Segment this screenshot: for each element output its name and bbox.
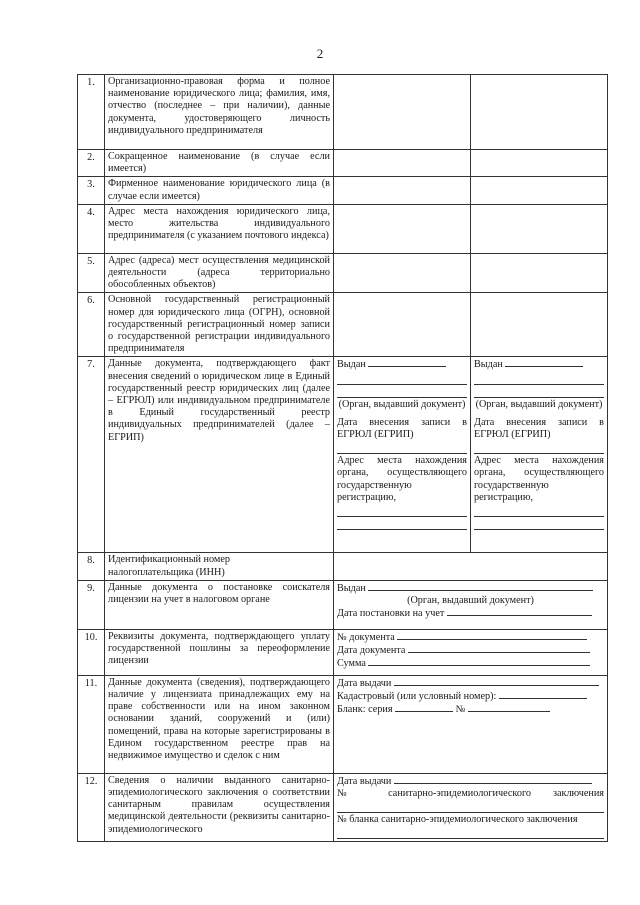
registration-date-label: Дата постановки на учет — [337, 608, 445, 620]
form-series-label: Бланк: серия — [337, 704, 393, 716]
form-number-field[interactable] — [468, 703, 550, 712]
value-cell[interactable] — [471, 253, 608, 293]
issued-field[interactable] — [474, 386, 604, 398]
value-cell[interactable] — [334, 150, 471, 177]
value-cell[interactable] — [334, 293, 471, 357]
row-number: 6. — [78, 293, 105, 357]
issued-field[interactable] — [368, 582, 593, 591]
value-cell[interactable] — [471, 75, 608, 150]
table-row — [78, 553, 608, 580]
entry-date-field[interactable] — [337, 442, 467, 454]
table-row — [78, 253, 608, 293]
row-number: 7. — [78, 357, 105, 553]
entry-date-label: Дата внесения записи в ЕГРЮЛ (ЕГРИП) — [337, 416, 467, 441]
table-row — [78, 177, 608, 204]
egrul-record-cell-2[interactable] — [471, 357, 608, 553]
row-label: Адрес места нахождения юридического лица, место жительства индивидуального предпринимателя (с указанием почтового индекса) — [105, 204, 334, 253]
address-field[interactable] — [474, 518, 604, 530]
row-number: 12. — [78, 773, 105, 842]
value-cell[interactable] — [471, 293, 608, 357]
table-row — [78, 204, 608, 253]
registration-address-label: Адрес места нахождения органа, осуществляющего государственную регистрацию, — [337, 455, 467, 503]
issue-date-label: Дата выдачи — [337, 677, 392, 689]
row-label: Данные документа (сведения), подтверждающего наличие у лицензиата принадлежащих ему на праве собственности или на ином законном основании зданий, сооружений и (или) помещений, права на которые зарегистрированы в Едином государственном реестре прав на недвижимое имущество и сделок с ним — [105, 675, 334, 773]
issued-field[interactable] — [368, 358, 446, 367]
row-label: Организационно-правовая форма и полное наименование юридического лица; фамилия, имя, отчество (последнее – при наличии), данные документа, удостоверяющего личность индивидуального предпринимателя — [105, 75, 334, 150]
document-number-label: № документа — [337, 631, 395, 643]
row-label: Реквизиты документа, подтверждающего уплату государственной пошлины за переоформление лицензии — [105, 629, 334, 675]
row-number: 5. — [78, 253, 105, 293]
row-number: 9. — [78, 580, 105, 629]
value-cell[interactable] — [334, 253, 471, 293]
document-number-field[interactable] — [397, 631, 587, 640]
table-row — [78, 293, 608, 357]
registration-address-label: Адрес места нахождения органа, осуществляющего государственную регистрацию, — [474, 455, 604, 503]
issued-field[interactable] — [505, 358, 583, 367]
cadastral-number-label: Кадастровый (или условный номер): — [337, 691, 497, 703]
row-label: Данные документа, подтверждающего факт внесения сведений о юридическом лице в Единый государственный реестр юридических лиц (далее – ЕГРЮЛ) или индивидуальном предпринимателе в Единый государственный реестр индивидуальных предпринимателей (далее – ЕГРИП) — [105, 357, 334, 553]
document-date-label: Дата документа — [337, 645, 406, 657]
egrul-record-cell-1[interactable] — [334, 357, 471, 553]
conclusion-number-label: № санитарно-эпидемиологического заключения — [337, 788, 604, 800]
row-label: Идентификационный номер налогоплательщика (ИНН) — [105, 553, 334, 580]
form-number-label: № бланка санитарно-эпидемиологического заключения — [337, 814, 578, 826]
issue-date-field[interactable] — [394, 677, 599, 686]
table-row — [78, 357, 608, 553]
table-row — [78, 629, 608, 675]
entry-date-label: Дата внесения записи в ЕГРЮЛ (ЕГРИП) — [474, 416, 604, 441]
row-number: 11. — [78, 675, 105, 773]
conclusion-number-field[interactable] — [337, 801, 604, 813]
issued-field[interactable] — [337, 373, 467, 385]
organ-caption: (Орган, выдавший документ) — [338, 398, 466, 410]
cadastral-number-field[interactable] — [499, 690, 587, 699]
registration-date-field[interactable] — [447, 607, 592, 616]
row-number: 4. — [78, 204, 105, 253]
issue-date-label: Дата выдачи — [337, 775, 392, 787]
row-label: Основной государственный регистрационный номер для юридического лица (ОГРН), основной государственный регистрационный номер записи о государственной регистрации индивидуального предпринимателя — [105, 293, 334, 357]
row-number: 3. — [78, 177, 105, 204]
organ-caption: (Орган, выдавший документ) — [407, 595, 534, 607]
table-row — [78, 773, 608, 842]
table-row — [78, 580, 608, 629]
issued-field[interactable] — [474, 373, 604, 385]
table-row — [78, 75, 608, 150]
row-number: 2. — [78, 150, 105, 177]
address-field[interactable] — [474, 505, 604, 517]
sanitary-conclusion-cell[interactable] — [334, 773, 608, 842]
issued-label: Выдан — [474, 359, 503, 371]
issued-label: Выдан — [337, 582, 366, 594]
page-number: 2 — [316, 46, 324, 61]
issued-field[interactable] — [337, 386, 467, 398]
address-field[interactable] — [337, 518, 467, 530]
row-label: Данные документа о постановке соискателя лицензии на учет в налоговом органе — [105, 580, 334, 629]
tax-registration-cell[interactable] — [334, 580, 608, 629]
address-field[interactable] — [337, 505, 467, 517]
row-number: 10. — [78, 629, 105, 675]
inn-field[interactable] — [334, 553, 608, 580]
value-cell[interactable] — [471, 150, 608, 177]
organ-caption: (Орган, выдавший документ) — [475, 398, 603, 410]
entry-date-field[interactable] — [474, 442, 604, 454]
form-number-field[interactable] — [337, 827, 604, 839]
duty-payment-cell[interactable] — [334, 629, 608, 675]
value-cell[interactable] — [334, 177, 471, 204]
form-series-field[interactable] — [395, 703, 453, 712]
form-number-label: № — [455, 704, 466, 716]
row-label: Сокращенное наименование (в случае если имеется) — [105, 150, 334, 177]
document-date-field[interactable] — [408, 644, 590, 653]
property-cell[interactable] — [334, 675, 608, 773]
value-cell[interactable] — [471, 177, 608, 204]
row-number: 8. — [78, 553, 105, 580]
value-cell[interactable] — [334, 204, 471, 253]
row-label: Сведения о наличии выданного санитарно-эпидемиологического заключения о соответствии санитарным правилам осуществления медицинской деятельности (реквизиты санитарно-эпидемиологического — [105, 773, 334, 842]
row-label: Адрес (адреса) мест осуществления медицинской деятельности (адреса территориально обособленных объектов) — [105, 253, 334, 293]
license-form-table — [77, 74, 608, 842]
table-row — [78, 150, 608, 177]
sum-label: Сумма — [337, 658, 366, 670]
value-cell[interactable] — [471, 204, 608, 253]
sum-field[interactable] — [368, 657, 590, 666]
row-label: Фирменное наименование юридического лица (в случае если имеется) — [105, 177, 334, 204]
table-row — [78, 675, 608, 773]
row-number: 1. — [78, 75, 105, 150]
value-cell[interactable] — [334, 75, 471, 150]
issue-date-field[interactable] — [394, 775, 592, 784]
issued-label: Выдан — [337, 359, 366, 371]
